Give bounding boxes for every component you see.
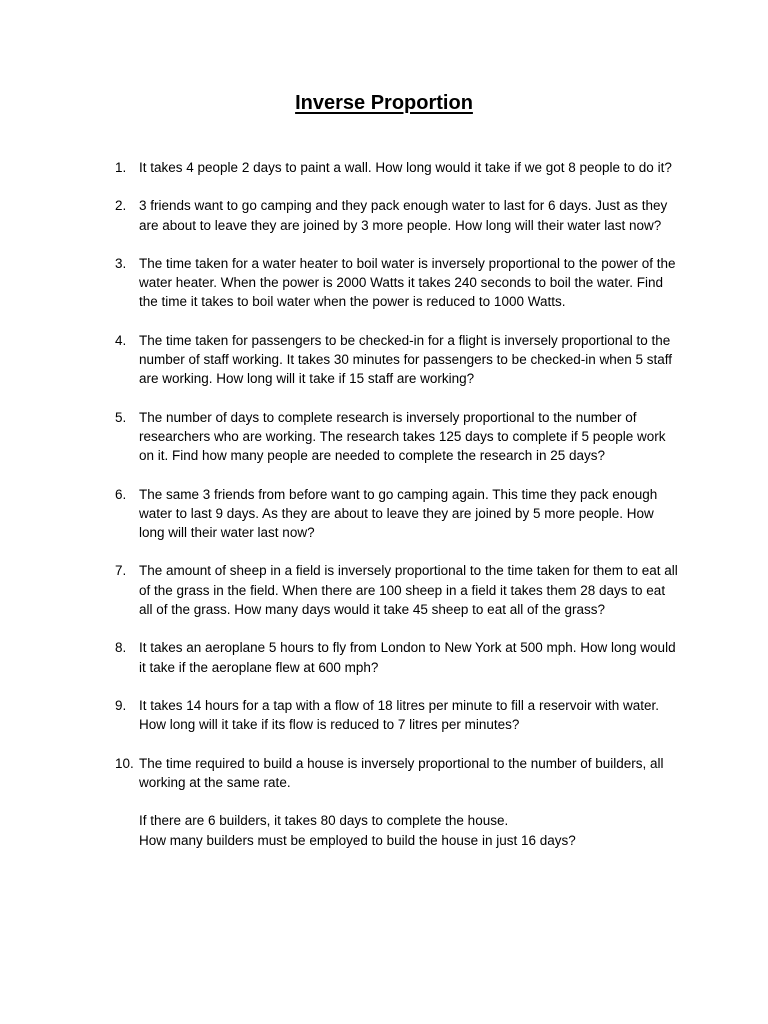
question-text: It takes 4 people 2 days to paint a wall. How long would it take if we got 8 people to do it? <box>139 160 672 175</box>
question-extra-line: If there are 6 builders, it takes 80 days to complete the house. <box>139 813 509 829</box>
question-item <box>115 696 680 735</box>
question-number: 4. <box>115 332 127 348</box>
question-text: The number of days to complete research is inversely proportional to the number of researchers who are working. The research takes 125 days to complete if 5 people work on it. Find how many people are needed to complete the research in 25 days? <box>139 409 666 464</box>
paragraph-gap <box>139 792 680 811</box>
question-text: The same 3 friends from before want to go camping again. This time they pack enough water to last 9 days. As they are about to leave they are joined by 5 more people. How long will their water last now? <box>139 486 658 541</box>
question-item <box>115 638 680 677</box>
question-number: 1. <box>115 160 127 175</box>
question-item <box>115 254 680 312</box>
question-list <box>115 158 680 869</box>
question-item <box>115 196 680 235</box>
question-text: It takes 14 hours for a tap with a flow of 18 litres per minute to fill a reservoir with water. How long will it take if its flow is reduced to 7 litres per minutes? <box>139 697 659 733</box>
question-number: 9. <box>115 697 127 713</box>
page-title: Inverse Proportion <box>295 92 473 114</box>
question-number: 2. <box>115 198 127 214</box>
question-text: 3 friends want to go camping and they pack enough water to last for 6 days. Just as they are about to leave they are joined by 3 more people. How long will their water last now? <box>139 198 668 233</box>
question-number: 10. <box>115 755 134 771</box>
question-text: It takes an aeroplane 5 hours to fly from London to New York at 500 mph. How long would it take if the aeroplane flew at 600 mph? <box>139 640 676 675</box>
question-item <box>115 485 680 543</box>
question-item <box>115 561 680 619</box>
question-number: 5. <box>115 409 127 425</box>
question-item <box>115 754 680 850</box>
question-number: 3. <box>115 255 127 271</box>
question-number: 7. <box>115 563 127 579</box>
question-text: The time required to build a house is inversely proportional to the number of builders, all working at the same rate. <box>139 755 664 790</box>
question-text: The amount of sheep in a field is inversely proportional to the time taken for them to eat all of the grass in the field. When there are 100 sheep in a field it takes them 28 days to eat all of the grass. How many days would it take 45 sheep to eat all of the grass? <box>139 563 678 618</box>
question-text: The time taken for passengers to be checked-in for a flight is inversely proportional to the number of staff working. It takes 30 minutes for passengers to be checked-in when 5 staff are working. How long will it take if 15 staff are working? <box>139 332 673 387</box>
question-extra-line: How many builders must be employed to build the house in just 16 days? <box>139 832 576 848</box>
question-item <box>115 158 680 177</box>
question-text: The time taken for a water heater to boil water is inversely proportional to the power of the water heater. When the power is 2000 Watts it takes 240 seconds to boil the water. Find the time it takes to boil water when the power is reduced to 1000 Watts. <box>139 255 676 310</box>
question-number: 8. <box>115 640 127 656</box>
question-number: 6. <box>115 486 127 502</box>
question-item <box>115 408 680 466</box>
question-item <box>115 331 680 389</box>
